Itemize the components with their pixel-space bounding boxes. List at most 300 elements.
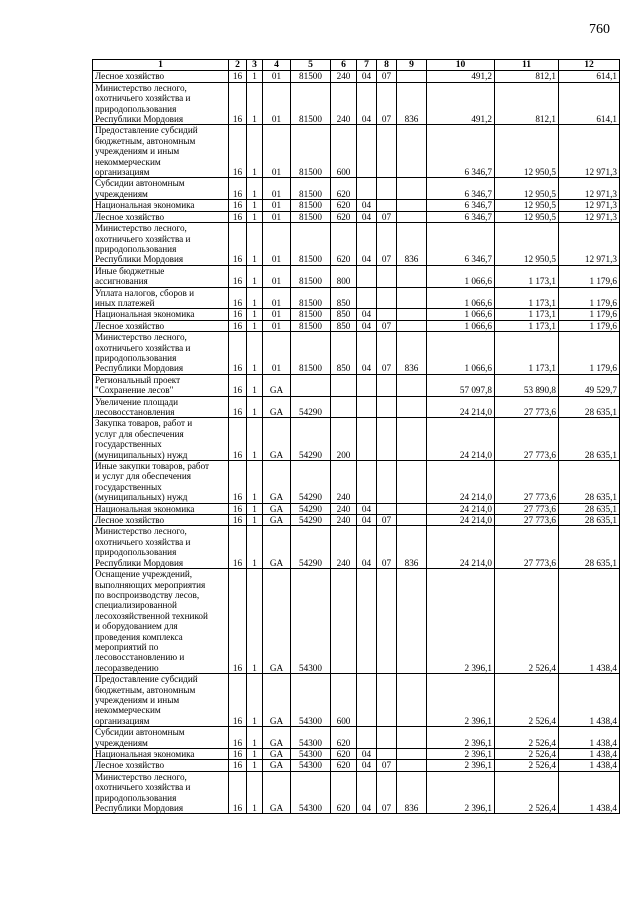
cell-amount-year-3: 1 179,6	[559, 320, 620, 331]
cell-expense-type	[331, 569, 357, 674]
cell-program-code: 01	[263, 287, 291, 309]
item-name-line: Лесное хозяйство	[95, 320, 165, 331]
cell-amount-year-1: 24 214,0	[427, 461, 495, 504]
cell-ministry-code	[397, 211, 427, 222]
cell-program-code: GA	[263, 374, 291, 396]
item-name-line: специализированной	[95, 600, 177, 611]
cell-amount-year-2: 27 773,6	[495, 396, 559, 418]
table-row	[93, 374, 620, 396]
cell-expense-type	[331, 374, 357, 396]
cell-direction-code: 54290	[291, 515, 331, 526]
cell-subsection: 07	[377, 332, 397, 375]
cell-chapter: 16	[229, 515, 247, 526]
cell-direction-code: 81500	[291, 71, 331, 82]
cell-program-code: GA	[263, 569, 291, 674]
cell-section: 04	[357, 309, 377, 320]
cell-section	[357, 727, 377, 749]
cell-amount-year-1: 2 396,1	[427, 760, 495, 771]
cell-subsection: 07	[377, 771, 397, 814]
cell-expense-type: 850	[331, 287, 357, 309]
cell-amount-year-3: 1 179,6	[559, 287, 620, 309]
cell-subgroup: 1	[247, 727, 263, 749]
item-name-line: природопользования	[95, 352, 177, 363]
cell-program-code: 01	[263, 200, 291, 211]
cell-subgroup: 1	[247, 374, 263, 396]
cell-section: 04	[357, 526, 377, 569]
cell-direction-code: 81500	[291, 125, 331, 178]
cell-amount-year-1: 491,2	[427, 71, 495, 82]
cell-direction-code: 54300	[291, 771, 331, 814]
cell-section	[357, 287, 377, 309]
table-row	[93, 396, 620, 418]
item-name-line: Предоставление субсидий	[95, 674, 198, 685]
item-name-line: Увеличение площади	[95, 396, 179, 407]
cell-section: 04	[357, 332, 377, 375]
cell-chapter: 16	[229, 727, 247, 749]
cell-amount-year-3: 1 438,4	[559, 569, 620, 674]
cell-amount-year-1: 24 214,0	[427, 396, 495, 418]
cell-chapter: 16	[229, 71, 247, 82]
cell-chapter: 16	[229, 309, 247, 320]
cell-subsection: 07	[377, 320, 397, 331]
cell-item-name	[93, 287, 229, 309]
cell-direction-code: 81500	[291, 265, 331, 287]
cell-subgroup: 1	[247, 396, 263, 418]
cell-amount-year-3: 12 971,3	[559, 178, 620, 200]
cell-section: 04	[357, 771, 377, 814]
cell-amount-year-3: 1 438,4	[559, 674, 620, 727]
cell-item-name	[93, 211, 229, 222]
cell-ministry-code	[397, 309, 427, 320]
cell-chapter: 16	[229, 760, 247, 771]
cell-chapter: 16	[229, 265, 247, 287]
cell-ministry-code: 836	[397, 526, 427, 569]
cell-subsection: 07	[377, 760, 397, 771]
cell-amount-year-1: 6 346,7	[427, 178, 495, 200]
item-name-line: Национальная экономика	[95, 200, 195, 211]
cell-program-code: 01	[263, 265, 291, 287]
cell-direction-code: 81500	[291, 82, 331, 125]
table-row	[93, 749, 620, 760]
cell-expense-type: 200	[331, 418, 357, 461]
cell-amount-year-1: 491,2	[427, 82, 495, 125]
cell-item-name	[93, 771, 229, 814]
cell-chapter: 16	[229, 287, 247, 309]
column-header: 4	[263, 60, 291, 71]
cell-item-name	[93, 569, 229, 674]
cell-program-code: GA	[263, 515, 291, 526]
item-name-line: и услуг для обеспечения	[95, 471, 191, 482]
cell-ministry-code	[397, 674, 427, 727]
cell-ministry-code: 836	[397, 771, 427, 814]
item-name-line: лесовосстановлению и	[95, 652, 185, 663]
cell-program-code: GA	[263, 727, 291, 749]
cell-expense-type: 620	[331, 223, 357, 266]
cell-expense-type	[331, 396, 357, 418]
cell-section: 04	[357, 503, 377, 514]
item-name-line: Республики Мордовия	[95, 363, 184, 374]
column-header: 11	[495, 60, 559, 71]
item-name-line: Субсидии автономным	[95, 727, 185, 738]
cell-subgroup: 1	[247, 287, 263, 309]
cell-amount-year-1: 1 066,6	[427, 287, 495, 309]
cell-item-name	[93, 503, 229, 514]
item-name-line: Национальная экономика	[95, 309, 195, 320]
cell-direction-code: 81500	[291, 211, 331, 222]
item-name-line: государственных	[95, 439, 162, 450]
cell-subgroup: 1	[247, 771, 263, 814]
column-header: 2	[229, 60, 247, 71]
cell-amount-year-1: 57 097,8	[427, 374, 495, 396]
cell-expense-type: 620	[331, 760, 357, 771]
cell-subsection	[377, 374, 397, 396]
cell-direction-code: 54290	[291, 526, 331, 569]
cell-chapter: 16	[229, 200, 247, 211]
item-name-line: бюджетным, автономным	[95, 135, 196, 146]
cell-subsection	[377, 396, 397, 418]
table-row	[93, 727, 620, 749]
table-row	[93, 526, 620, 569]
cell-item-name	[93, 674, 229, 727]
table-row	[93, 569, 620, 674]
cell-ministry-code: 836	[397, 82, 427, 125]
cell-subgroup: 1	[247, 503, 263, 514]
cell-direction-code: 81500	[291, 200, 331, 211]
cell-subsection	[377, 569, 397, 674]
cell-program-code: 01	[263, 71, 291, 82]
column-header: 8	[377, 60, 397, 71]
cell-item-name	[93, 223, 229, 266]
cell-amount-year-3: 49 529,7	[559, 374, 620, 396]
cell-amount-year-2: 53 890,8	[495, 374, 559, 396]
table-row	[93, 211, 620, 222]
cell-direction-code: 54300	[291, 760, 331, 771]
cell-chapter: 16	[229, 125, 247, 178]
cell-subsection	[377, 503, 397, 514]
cell-section	[357, 461, 377, 504]
cell-amount-year-1: 24 214,0	[427, 503, 495, 514]
item-name-line: охотничьего хозяйства и	[95, 536, 191, 547]
cell-ministry-code	[397, 461, 427, 504]
cell-amount-year-2: 12 950,5	[495, 125, 559, 178]
item-name-line: ассигнования	[95, 276, 148, 287]
cell-program-code: GA	[263, 396, 291, 418]
cell-chapter: 16	[229, 418, 247, 461]
cell-subgroup: 1	[247, 674, 263, 727]
cell-program-code: 01	[263, 223, 291, 266]
cell-ministry-code	[397, 265, 427, 287]
item-name-line: учреждениям и иным	[95, 694, 180, 705]
cell-direction-code: 81500	[291, 178, 331, 200]
cell-amount-year-3: 12 971,3	[559, 200, 620, 211]
cell-ministry-code	[397, 760, 427, 771]
cell-program-code: 01	[263, 82, 291, 125]
cell-expense-type: 620	[331, 178, 357, 200]
cell-section: 04	[357, 320, 377, 331]
cell-subsection: 07	[377, 82, 397, 125]
cell-section: 04	[357, 71, 377, 82]
cell-amount-year-3: 28 635,1	[559, 396, 620, 418]
cell-amount-year-3: 1 438,4	[559, 727, 620, 749]
cell-direction-code: 54290	[291, 396, 331, 418]
cell-amount-year-2: 27 773,6	[495, 503, 559, 514]
cell-item-name	[93, 749, 229, 760]
item-name-line: выполняющих мероприятия	[95, 579, 206, 590]
cell-ministry-code	[397, 200, 427, 211]
cell-amount-year-3: 614,1	[559, 71, 620, 82]
item-name-line: некоммерческим	[95, 156, 161, 167]
cell-expense-type: 240	[331, 526, 357, 569]
item-name-line: и оборудованием для	[95, 621, 178, 632]
cell-expense-type: 620	[331, 211, 357, 222]
cell-direction-code: 81500	[291, 287, 331, 309]
cell-amount-year-1: 24 214,0	[427, 515, 495, 526]
item-name-line: охотничьего хозяйства и	[95, 782, 191, 793]
item-name-line: охотничьего хозяйства и	[95, 342, 191, 353]
column-header: 10	[427, 60, 495, 71]
cell-amount-year-1: 2 396,1	[427, 771, 495, 814]
cell-ministry-code	[397, 396, 427, 418]
cell-subsection	[377, 287, 397, 309]
item-name-line: Национальная экономика	[95, 503, 195, 514]
item-name-line: Предоставление субсидий	[95, 125, 198, 136]
cell-amount-year-1: 2 396,1	[427, 727, 495, 749]
cell-program-code: GA	[263, 461, 291, 504]
item-name-line: Иные закупки товаров, работ	[95, 461, 210, 472]
item-name-line: по воспроизводству лесов,	[95, 589, 200, 600]
cell-amount-year-2: 27 773,6	[495, 515, 559, 526]
cell-subsection: 07	[377, 223, 397, 266]
item-name-line: Субсидии автономным	[95, 178, 185, 189]
item-name-line: Закупка товаров, работ и	[95, 418, 193, 429]
cell-subgroup: 1	[247, 200, 263, 211]
cell-section	[357, 125, 377, 178]
cell-chapter: 16	[229, 178, 247, 200]
cell-section: 04	[357, 223, 377, 266]
cell-section	[357, 374, 377, 396]
cell-subsection	[377, 461, 397, 504]
cell-amount-year-2: 27 773,6	[495, 461, 559, 504]
cell-expense-type: 850	[331, 320, 357, 331]
cell-amount-year-3: 1 179,6	[559, 332, 620, 375]
cell-ministry-code	[397, 178, 427, 200]
item-name-line: мероприятий по	[95, 641, 159, 652]
cell-subsection	[377, 309, 397, 320]
item-name-line: лесоразведению	[95, 662, 159, 673]
item-name-line: Национальная экономика	[95, 749, 195, 759]
table-row	[93, 771, 620, 814]
item-name-line: природопользования	[95, 243, 177, 254]
cell-item-name	[93, 200, 229, 211]
cell-amount-year-3: 28 635,1	[559, 503, 620, 514]
table-row	[93, 82, 620, 125]
table-row	[93, 503, 620, 514]
cell-item-name	[93, 320, 229, 331]
cell-subsection: 07	[377, 526, 397, 569]
cell-chapter: 16	[229, 674, 247, 727]
table-row	[93, 515, 620, 526]
cell-program-code: GA	[263, 749, 291, 760]
cell-item-name	[93, 309, 229, 320]
item-name-line: Министерство лесного,	[95, 82, 187, 93]
cell-subgroup: 1	[247, 211, 263, 222]
cell-ministry-code	[397, 418, 427, 461]
cell-expense-type: 800	[331, 265, 357, 287]
cell-direction-code: 54300	[291, 727, 331, 749]
cell-amount-year-2: 812,1	[495, 71, 559, 82]
item-name-line: проведения комплекса	[95, 631, 183, 642]
column-header: 5	[291, 60, 331, 71]
cell-subgroup: 1	[247, 515, 263, 526]
cell-ministry-code	[397, 374, 427, 396]
cell-expense-type: 620	[331, 749, 357, 760]
cell-section: 04	[357, 760, 377, 771]
column-header: 12	[559, 60, 620, 71]
item-name-line: лесохозяйственной техникой	[95, 610, 208, 621]
cell-subgroup: 1	[247, 332, 263, 375]
cell-expense-type: 600	[331, 674, 357, 727]
cell-direction-code: 54300	[291, 569, 331, 674]
cell-ministry-code	[397, 71, 427, 82]
cell-item-name	[93, 526, 229, 569]
cell-chapter: 16	[229, 82, 247, 125]
cell-program-code: 01	[263, 211, 291, 222]
cell-subsection	[377, 749, 397, 760]
cell-program-code: GA	[263, 760, 291, 771]
cell-amount-year-2: 27 773,6	[495, 526, 559, 569]
cell-subgroup: 1	[247, 223, 263, 266]
cell-subsection	[377, 265, 397, 287]
cell-chapter: 16	[229, 461, 247, 504]
cell-expense-type: 240	[331, 71, 357, 82]
cell-subsection	[377, 125, 397, 178]
table-row	[93, 760, 620, 771]
cell-section	[357, 569, 377, 674]
table-row	[93, 287, 620, 309]
item-name-line: бюджетным, автономным	[95, 684, 196, 695]
cell-direction-code	[291, 374, 331, 396]
cell-direction-code: 54290	[291, 503, 331, 514]
cell-item-name	[93, 71, 229, 82]
item-name-line: организациям	[95, 715, 150, 726]
cell-subgroup: 1	[247, 749, 263, 760]
cell-amount-year-2: 12 950,5	[495, 211, 559, 222]
cell-ministry-code	[397, 287, 427, 309]
cell-ministry-code	[397, 569, 427, 674]
cell-subsection: 07	[377, 211, 397, 222]
cell-subgroup: 1	[247, 461, 263, 504]
cell-amount-year-1: 2 396,1	[427, 674, 495, 727]
cell-amount-year-2: 1 173,1	[495, 309, 559, 320]
cell-program-code: 01	[263, 178, 291, 200]
cell-ministry-code	[397, 320, 427, 331]
table-row	[93, 309, 620, 320]
cell-ministry-code	[397, 749, 427, 760]
cell-ministry-code	[397, 125, 427, 178]
item-name-line: учреждениям	[95, 737, 148, 748]
table-row	[93, 223, 620, 266]
table-row	[93, 265, 620, 287]
cell-amount-year-3: 1 438,4	[559, 771, 620, 814]
table-body	[93, 71, 620, 814]
cell-ministry-code	[397, 727, 427, 749]
cell-amount-year-3: 28 635,1	[559, 526, 620, 569]
item-name-line: Лесное хозяйство	[95, 760, 165, 771]
cell-amount-year-2: 2 526,4	[495, 674, 559, 727]
cell-amount-year-2: 2 526,4	[495, 760, 559, 771]
item-name-line: учреждениям и иным	[95, 146, 180, 157]
cell-amount-year-2: 12 950,5	[495, 178, 559, 200]
cell-section	[357, 396, 377, 418]
cell-section: 04	[357, 211, 377, 222]
cell-program-code: 01	[263, 309, 291, 320]
item-name-line: природопользования	[95, 547, 177, 558]
cell-subgroup: 1	[247, 320, 263, 331]
item-name-line: организациям	[95, 167, 150, 178]
cell-amount-year-1: 2 396,1	[427, 749, 495, 760]
cell-chapter: 16	[229, 396, 247, 418]
cell-expense-type: 600	[331, 125, 357, 178]
cell-item-name	[93, 332, 229, 375]
cell-chapter: 16	[229, 374, 247, 396]
item-name-line: государственных	[95, 481, 162, 492]
cell-item-name	[93, 82, 229, 125]
cell-program-code: GA	[263, 674, 291, 727]
item-name-line: лесовосстановления	[95, 407, 175, 417]
cell-chapter: 16	[229, 211, 247, 222]
cell-amount-year-3: 12 971,3	[559, 223, 620, 266]
cell-program-code: GA	[263, 418, 291, 461]
cell-subgroup: 1	[247, 125, 263, 178]
cell-subsection: 07	[377, 71, 397, 82]
cell-ministry-code	[397, 515, 427, 526]
cell-item-name	[93, 760, 229, 771]
item-name-line: Иные бюджетные	[95, 265, 165, 276]
cell-subsection	[377, 727, 397, 749]
cell-section	[357, 674, 377, 727]
cell-amount-year-2: 12 950,5	[495, 223, 559, 266]
cell-ministry-code: 836	[397, 332, 427, 375]
cell-item-name	[93, 461, 229, 504]
cell-chapter: 16	[229, 320, 247, 331]
cell-chapter: 16	[229, 771, 247, 814]
cell-amount-year-2: 27 773,6	[495, 418, 559, 461]
cell-section	[357, 418, 377, 461]
column-header: 3	[247, 60, 263, 71]
column-header: 1	[93, 60, 229, 71]
table-row	[93, 125, 620, 178]
item-name-line: иных платежей	[95, 297, 155, 308]
cell-direction-code: 54300	[291, 749, 331, 760]
cell-amount-year-1: 24 214,0	[427, 418, 495, 461]
cell-subgroup: 1	[247, 71, 263, 82]
cell-program-code: 01	[263, 125, 291, 178]
cell-amount-year-1: 1 066,6	[427, 309, 495, 320]
cell-subgroup: 1	[247, 82, 263, 125]
cell-amount-year-1: 1 066,6	[427, 332, 495, 375]
cell-chapter: 16	[229, 503, 247, 514]
item-name-line: (муниципальных) нужд	[95, 449, 188, 460]
cell-program-code: GA	[263, 771, 291, 814]
cell-amount-year-3: 1 179,6	[559, 265, 620, 287]
table-row	[93, 332, 620, 375]
cell-direction-code: 81500	[291, 332, 331, 375]
item-name-line: Региональный проект	[95, 374, 181, 385]
item-name-line: некоммерческим	[95, 705, 161, 716]
cell-subgroup: 1	[247, 526, 263, 569]
column-header: 7	[357, 60, 377, 71]
cell-expense-type: 240	[331, 82, 357, 125]
